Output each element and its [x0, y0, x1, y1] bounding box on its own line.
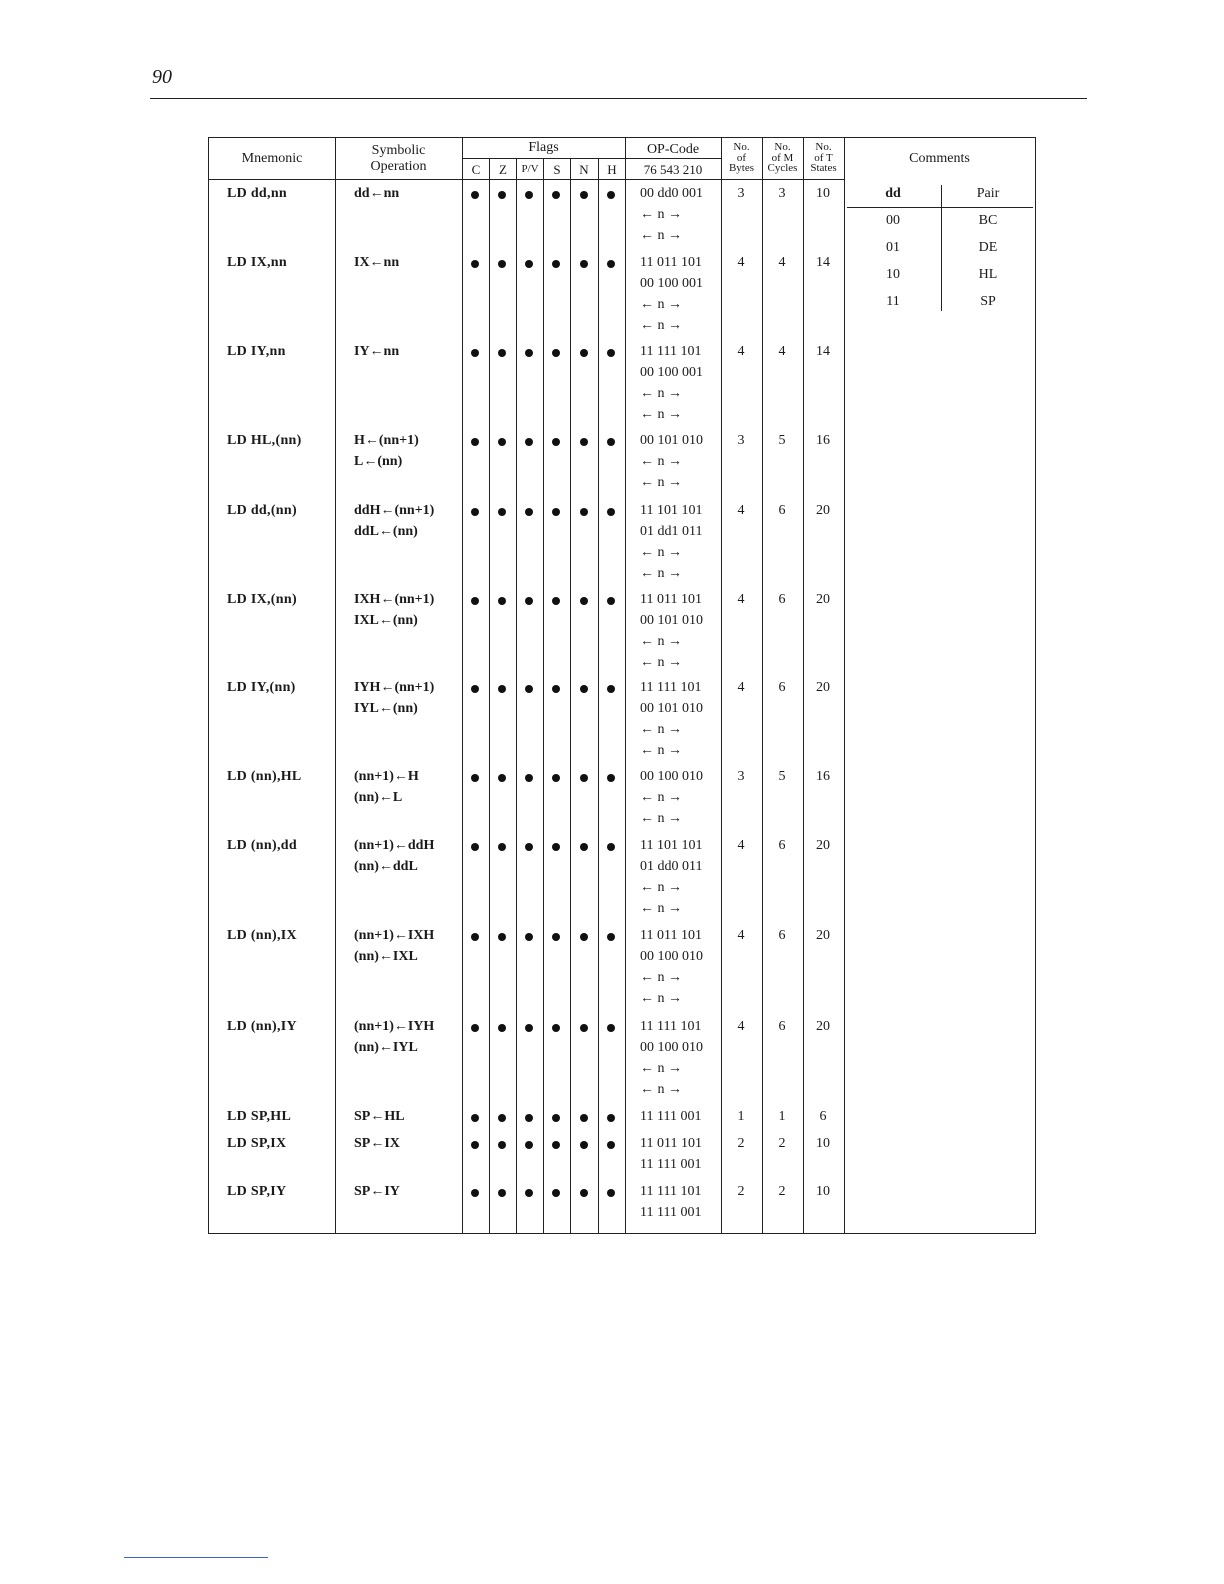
operation-cell: IX←nn [354, 255, 400, 270]
mnemonic-cell: LD SP,IY [227, 1184, 287, 1199]
header-rule [150, 98, 1087, 99]
flag-unaffected-dot [525, 438, 533, 446]
bytes-cell: 3 [737, 433, 745, 448]
tstates-cell: 10 [816, 1184, 830, 1199]
flag-unaffected-dot [471, 843, 479, 851]
opcode-cell: ← n → [640, 722, 682, 737]
mnemonic-cell: LD IX,nn [227, 255, 287, 270]
header-flags: Flags [528, 140, 559, 155]
tstates-cell: 16 [816, 769, 830, 784]
page-number: 90 [152, 66, 172, 88]
mnemonic-cell: LD (nn),HL [227, 769, 302, 784]
operation-cell: L←(nn) [354, 454, 403, 469]
tstates-cell: 20 [816, 928, 830, 943]
operation-cell: IYH←(nn+1) [354, 680, 435, 695]
mnemonic-cell: LD HL,(nn) [227, 433, 302, 448]
header-opcode: OP-Code [646, 142, 700, 157]
opcode-cell: 11 111 001 [640, 1157, 702, 1172]
flag-unaffected-dot [471, 1114, 479, 1122]
flag-unaffected-dot [525, 260, 533, 268]
opcode-cell: ← n → [640, 811, 682, 826]
flag-unaffected-dot [607, 1114, 615, 1122]
bytes-cell: 4 [737, 592, 745, 607]
header-operation: Operation [370, 159, 427, 174]
opcode-cell: ← n → [640, 1061, 682, 1076]
header-bottom-rule [209, 179, 844, 180]
flag-unaffected-dot [580, 438, 588, 446]
flag-unaffected-dot [498, 685, 506, 693]
col-divider [570, 159, 571, 1233]
col-divider [598, 159, 599, 1233]
flag-unaffected-dot [552, 1141, 560, 1149]
header-comments: Comments [909, 151, 970, 166]
mnemonic-cell: LD IX,(nn) [227, 592, 297, 607]
flag-unaffected-dot [607, 1141, 615, 1149]
mnemonic-cell: LD (nn),IX [227, 928, 297, 943]
flag-unaffected-dot [498, 260, 506, 268]
opcode-cell: 11 111 101 [640, 1184, 702, 1199]
opcode-cell: ← n → [640, 901, 682, 916]
flag-unaffected-dot [498, 597, 506, 605]
bytes-cell: 4 [737, 344, 745, 359]
flag-unaffected-dot [471, 349, 479, 357]
flag-unaffected-dot [498, 843, 506, 851]
mcycles-cell: 6 [778, 592, 786, 607]
header-flag-c: C [471, 162, 481, 177]
flag-unaffected-dot [525, 774, 533, 782]
opcode-cell: 00 100 010 [640, 1040, 703, 1055]
mcycles-cell: 4 [778, 344, 786, 359]
flag-unaffected-dot [471, 774, 479, 782]
opcode-cell: 00 100 010 [640, 949, 703, 964]
flag-unaffected-dot [580, 685, 588, 693]
mcycles-cell: 5 [778, 433, 786, 448]
operation-cell: IXL←(nn) [354, 613, 418, 628]
operation-cell: (nn+1)←ddH [354, 838, 435, 853]
header-mcycles-line: Cycles [767, 162, 798, 174]
mnemonic-cell: LD (nn),dd [227, 838, 297, 853]
flag-unaffected-dot [498, 349, 506, 357]
operation-cell: (nn)←L [354, 790, 403, 805]
header-flag-z: Z [499, 162, 507, 177]
mnemonic-cell: LD IY,nn [227, 344, 286, 359]
bytes-cell: 4 [737, 928, 745, 943]
opcode-cell: 00 100 001 [640, 276, 703, 291]
tstates-cell: 20 [816, 1019, 830, 1034]
dd-pair-table [845, 183, 1035, 323]
operation-cell: (nn+1)←H [354, 769, 419, 784]
mcycles-cell: 6 [778, 928, 786, 943]
bytes-cell: 4 [737, 838, 745, 853]
flag-unaffected-dot [552, 1024, 560, 1032]
flag-unaffected-dot [471, 685, 479, 693]
bytes-cell: 4 [737, 503, 745, 518]
flag-unaffected-dot [525, 933, 533, 941]
flag-unaffected-dot [471, 438, 479, 446]
flag-unaffected-dot [498, 1141, 506, 1149]
opcode-cell: 11 011 101 [640, 592, 702, 607]
opcode-cell: 11 011 101 [640, 928, 702, 943]
bytes-cell: 3 [737, 186, 745, 201]
flag-unaffected-dot [607, 438, 615, 446]
header-flag-pv: P/V [521, 163, 539, 175]
flag-unaffected-dot [552, 1114, 560, 1122]
header-tstates-line: of T [814, 151, 833, 164]
header-mcycles-line: of M [771, 151, 794, 164]
bytes-cell: 3 [737, 769, 745, 784]
header-mnemonic: Mnemonic [241, 151, 303, 166]
opcode-cell: 00 100 001 [640, 365, 703, 380]
flag-unaffected-dot [471, 933, 479, 941]
opcode-cell: 01 dd1 011 [640, 524, 703, 539]
bytes-cell: 4 [737, 1019, 745, 1034]
flag-unaffected-dot [607, 191, 615, 199]
opcode-cell: ← n → [640, 318, 682, 333]
tstates-cell: 6 [819, 1109, 827, 1124]
flag-unaffected-dot [607, 1189, 615, 1197]
header-bytes [721, 142, 762, 174]
col-divider [625, 138, 626, 1233]
header-tstates-line: States [810, 162, 837, 174]
operation-cell: (nn)←IYL [354, 1040, 418, 1055]
mnemonic-cell: LD SP,HL [227, 1109, 292, 1124]
flag-unaffected-dot [607, 843, 615, 851]
opcode-cell: 00 100 010 [640, 769, 703, 784]
flag-unaffected-dot [525, 1024, 533, 1032]
opcode-cell: ← n → [640, 880, 682, 895]
opcode-cell: ← n → [640, 475, 682, 490]
header-flag-s: S [553, 162, 561, 177]
flag-unaffected-dot [471, 191, 479, 199]
header-tstates [803, 142, 844, 174]
tstates-cell: 10 [816, 1136, 830, 1151]
flag-unaffected-dot [498, 1024, 506, 1032]
bytes-cell: 4 [737, 255, 745, 270]
opcode-cell: 11 011 101 [640, 1136, 702, 1151]
flag-unaffected-dot [498, 508, 506, 516]
flag-unaffected-dot [471, 1189, 479, 1197]
flag-unaffected-dot [525, 1189, 533, 1197]
flag-unaffected-dot [580, 1141, 588, 1149]
operation-cell: IXH←(nn+1) [354, 592, 435, 607]
flag-unaffected-dot [607, 349, 615, 357]
header-bytes-line: No. [733, 141, 750, 153]
operation-cell: SP←IY [354, 1184, 400, 1199]
opcode-cell: ← n → [640, 790, 682, 805]
opcode-cell: 11 011 101 [640, 255, 702, 270]
bytes-cell: 4 [737, 680, 745, 695]
operation-cell: dd←nn [354, 186, 400, 201]
header-opcode-bits: 76 543 210 [643, 162, 703, 177]
opcode-cell: 00 101 010 [640, 433, 703, 448]
flag-unaffected-dot [525, 508, 533, 516]
flag-unaffected-dot [607, 260, 615, 268]
flag-unaffected-dot [580, 1189, 588, 1197]
tstates-cell: 20 [816, 680, 830, 695]
mcycles-cell: 3 [778, 186, 786, 201]
flag-unaffected-dot [607, 933, 615, 941]
header-flag-h: H [607, 162, 617, 177]
mcycles-cell: 6 [778, 838, 786, 853]
operation-cell: ddH←(nn+1) [354, 503, 435, 518]
tstates-cell: 10 [816, 186, 830, 201]
mnemonic-cell: LD SP,IX [227, 1136, 287, 1151]
flag-unaffected-dot [607, 774, 615, 782]
opcode-cell: ← n → [640, 991, 682, 1006]
opcode-cell: ← n → [640, 297, 682, 312]
flag-unaffected-dot [471, 260, 479, 268]
flag-unaffected-dot [580, 349, 588, 357]
bytes-cell: 2 [737, 1136, 745, 1151]
col-divider [516, 159, 517, 1233]
mcycles-cell: 4 [778, 255, 786, 270]
tstates-cell: 20 [816, 592, 830, 607]
bytes-cell: 2 [737, 1184, 745, 1199]
flag-unaffected-dot [580, 260, 588, 268]
flag-unaffected-dot [471, 1141, 479, 1149]
operation-cell: IYL←(nn) [354, 701, 418, 716]
mnemonic-cell: LD dd,nn [227, 186, 287, 201]
operation-cell: SP←IX [354, 1136, 400, 1151]
opcode-cell: 11 111 101 [640, 1019, 702, 1034]
flag-unaffected-dot [580, 508, 588, 516]
mcycles-cell: 5 [778, 769, 786, 784]
opcode-cell: ← n → [640, 743, 682, 758]
operation-cell: SP←HL [354, 1109, 405, 1124]
opcode-cell: 01 dd0 011 [640, 859, 703, 874]
flag-unaffected-dot [607, 685, 615, 693]
opcode-cell: 11 111 101 [640, 680, 702, 695]
flag-unaffected-dot [552, 933, 560, 941]
dd-pair-header-rule [847, 207, 1033, 208]
flag-unaffected-dot [525, 1114, 533, 1122]
footer-rule [124, 1557, 268, 1558]
dd-code: 11 [886, 294, 900, 309]
header-bytes-line: of [736, 151, 747, 164]
flag-unaffected-dot [552, 685, 560, 693]
flag-unaffected-dot [498, 191, 506, 199]
flag-unaffected-dot [471, 508, 479, 516]
dd-pair-header-pair: Pair [976, 186, 1000, 201]
flag-unaffected-dot [525, 685, 533, 693]
tstates-cell: 20 [816, 503, 830, 518]
flag-unaffected-dot [552, 843, 560, 851]
flag-unaffected-dot [471, 1024, 479, 1032]
col-divider [335, 138, 336, 1233]
dd-pair: BC [978, 213, 998, 228]
dd-code: 01 [886, 240, 900, 255]
opcode-cell: ← n → [640, 566, 682, 581]
header-symbolic: Symbolic [371, 143, 426, 158]
flag-unaffected-dot [552, 260, 560, 268]
operation-cell: (nn)←ddL [354, 859, 418, 874]
flag-unaffected-dot [552, 508, 560, 516]
flag-unaffected-dot [607, 1024, 615, 1032]
dd-pair: SP [980, 294, 996, 309]
mnemonic-cell: LD dd,(nn) [227, 503, 297, 518]
mcycles-cell: 1 [778, 1109, 786, 1124]
dd-pair: HL [978, 267, 998, 282]
flag-unaffected-dot [471, 597, 479, 605]
bytes-cell: 1 [737, 1109, 745, 1124]
opcode-cell: 11 101 101 [640, 838, 703, 853]
opcode-cell: ← n → [640, 228, 682, 243]
flag-unaffected-dot [498, 1189, 506, 1197]
flag-unaffected-dot [607, 508, 615, 516]
flag-unaffected-dot [525, 1141, 533, 1149]
operation-cell: (nn)←IXL [354, 949, 418, 964]
flag-unaffected-dot [580, 1114, 588, 1122]
flag-unaffected-dot [607, 597, 615, 605]
flag-unaffected-dot [552, 1189, 560, 1197]
flag-unaffected-dot [580, 843, 588, 851]
opcode-cell: 00 101 010 [640, 613, 703, 628]
opcode-cell: 00 101 010 [640, 701, 703, 716]
operation-cell: IY←nn [354, 344, 400, 359]
flag-unaffected-dot [552, 597, 560, 605]
opcode-cell: 11 111 101 [640, 344, 702, 359]
tstates-cell: 20 [816, 838, 830, 853]
dd-code: 10 [886, 267, 900, 282]
mcycles-cell: 2 [778, 1136, 786, 1151]
opcode-cell: ← n → [640, 207, 682, 222]
opcode-cell: ← n → [640, 407, 682, 422]
flag-unaffected-dot [580, 774, 588, 782]
operation-cell: (nn+1)←IYH [354, 1019, 435, 1034]
operation-cell: (nn+1)←IXH [354, 928, 435, 943]
flag-unaffected-dot [498, 933, 506, 941]
opcode-cell: ← n → [640, 545, 682, 560]
opcode-cell: ← n → [640, 655, 682, 670]
operation-cell: ddL←(nn) [354, 524, 418, 539]
col-divider [543, 159, 544, 1233]
flag-unaffected-dot [580, 597, 588, 605]
flags-header-rule [462, 158, 721, 159]
flag-unaffected-dot [552, 438, 560, 446]
flag-unaffected-dot [552, 349, 560, 357]
mnemonic-cell: LD (nn),IY [227, 1019, 297, 1034]
header-flag-n: N [579, 162, 589, 177]
flag-unaffected-dot [580, 1024, 588, 1032]
opcode-cell: 11 101 101 [640, 503, 703, 518]
flag-unaffected-dot [552, 774, 560, 782]
dd-code: 00 [886, 213, 900, 228]
mcycles-cell: 2 [778, 1184, 786, 1199]
tstates-cell: 16 [816, 433, 830, 448]
flag-unaffected-dot [580, 191, 588, 199]
col-divider [489, 159, 490, 1233]
flag-unaffected-dot [498, 438, 506, 446]
header-bytes-line: Bytes [728, 162, 755, 174]
header-mcycles [762, 142, 803, 174]
opcode-cell: ← n → [640, 634, 682, 649]
dd-pair: DE [978, 240, 998, 255]
opcode-cell: ← n → [640, 1082, 682, 1097]
flag-unaffected-dot [525, 191, 533, 199]
header-mcycles-line: No. [774, 141, 791, 153]
dd-pair-header-dd: dd [885, 186, 901, 201]
opcode-cell: ← n → [640, 454, 682, 469]
opcode-cell: 11 111 001 [640, 1109, 702, 1124]
flag-unaffected-dot [525, 349, 533, 357]
col-divider [462, 138, 463, 1233]
flag-unaffected-dot [498, 774, 506, 782]
mcycles-cell: 6 [778, 1019, 786, 1034]
operation-cell: H←(nn+1) [354, 433, 419, 448]
opcode-cell: ← n → [640, 386, 682, 401]
tstates-cell: 14 [816, 255, 830, 270]
mcycles-cell: 6 [778, 503, 786, 518]
flag-unaffected-dot [525, 597, 533, 605]
mnemonic-cell: LD IY,(nn) [227, 680, 296, 695]
mcycles-cell: 6 [778, 680, 786, 695]
flag-unaffected-dot [552, 191, 560, 199]
tstates-cell: 14 [816, 344, 830, 359]
opcode-cell: ← n → [640, 970, 682, 985]
opcode-cell: 11 111 001 [640, 1205, 702, 1220]
instruction-table [208, 137, 1036, 1234]
flag-unaffected-dot [525, 843, 533, 851]
flag-unaffected-dot [580, 933, 588, 941]
opcode-cell: 00 dd0 001 [640, 186, 703, 201]
flag-unaffected-dot [498, 1114, 506, 1122]
header-tstates-line: No. [815, 141, 832, 153]
